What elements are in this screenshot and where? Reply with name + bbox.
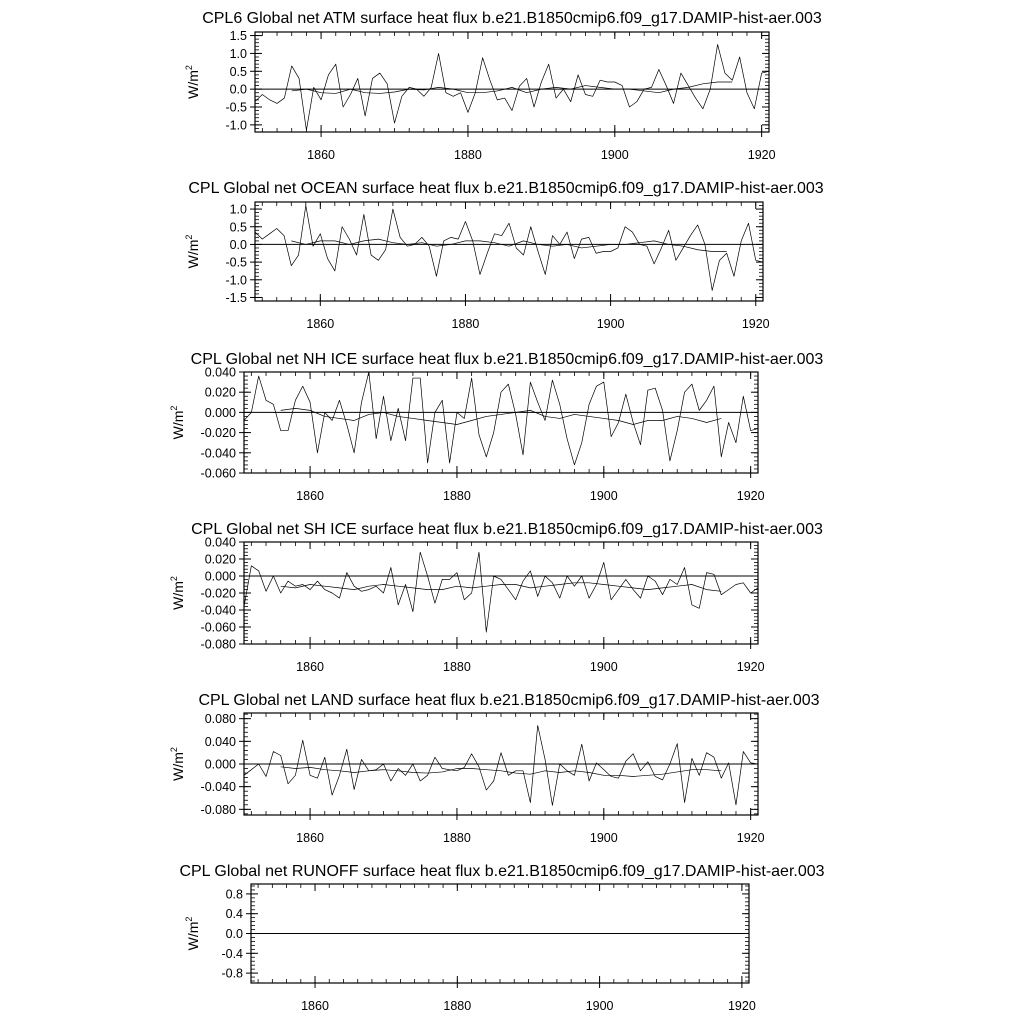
series-smoothed-line (291, 239, 726, 251)
y-axis-label-text: W/m (170, 581, 186, 610)
y-axis-label-superscript: 2 (184, 65, 194, 71)
y-tick-label: 0.020 (204, 552, 236, 567)
y-axis-label-text: W/m (170, 410, 186, 440)
y-tick-label: -0.040 (200, 603, 236, 618)
series-smoothed-line (281, 583, 722, 592)
y-tick-label: 0.000 (204, 569, 236, 584)
x-tick-label: 1920 (741, 317, 770, 331)
y-tick-label: -0.020 (200, 426, 236, 441)
plot-frame (244, 372, 758, 473)
x-tick-label: 1860 (296, 660, 324, 674)
panel-title: CPL Global net SH ICE surface heat flux b.e21.B1850cmip6.f09_g17.DAMIP-hist-aer.003 (191, 521, 823, 538)
y-tick-label: -0.5 (225, 255, 247, 270)
y-tick-label: 1.5 (229, 29, 247, 44)
panel-title: CPL Global net LAND surface heat flux b.e21.B1850cmip6.f09_g17.DAMIP-hist-aer.003 (198, 692, 820, 709)
x-tick-label: 1880 (454, 148, 482, 162)
panel-title: CPL Global net RUNOFF surface heat flux b.e21.B1850cmip6.f09_g17.DAMIP-hist-aer.003 (179, 863, 825, 880)
y-tick-label: -0.040 (200, 780, 236, 795)
y-tick-label: 0.0 (225, 927, 243, 941)
y-axis-label-text: W/m (185, 921, 201, 951)
x-tick-label: 1920 (736, 660, 765, 674)
y-tick-label: -0.060 (200, 620, 236, 635)
x-tick-label: 1860 (296, 831, 324, 845)
y-axis-label-text: W/m (185, 70, 201, 99)
y-tick-label: 1.0 (229, 202, 247, 217)
panel-title: CPL Global net OCEAN surface heat flux b.e21.B1850cmip6.f09_g17.DAMIP-hist-aer.003 (188, 180, 824, 197)
panel-5 (169, 692, 820, 845)
panel-6 (179, 863, 824, 1013)
x-tick-label: 1860 (306, 317, 335, 331)
x-tick-label: 1880 (443, 660, 471, 674)
plot-frame (244, 542, 758, 644)
x-tick-label: 1900 (589, 831, 618, 845)
x-tick-label: 1860 (301, 999, 329, 1013)
y-axis-label (169, 747, 186, 781)
y-tick-label: 0.040 (204, 734, 236, 749)
y-tick-label: 0.4 (225, 907, 243, 922)
x-tick-label: 1900 (589, 660, 618, 674)
x-tick-label: 1880 (451, 317, 480, 331)
y-tick-label: 0.0 (229, 237, 247, 252)
y-tick-label: 0.020 (204, 385, 236, 400)
x-tick-label: 1920 (736, 489, 765, 503)
y-tick-label: -0.060 (200, 466, 236, 481)
y-tick-label: -0.8 (221, 966, 243, 981)
y-tick-label: 0.080 (204, 712, 236, 727)
y-tick-label: -0.080 (200, 637, 236, 652)
x-tick-label: 1900 (600, 148, 629, 162)
y-tick-label: -0.040 (200, 446, 236, 461)
y-tick-label: 0.8 (225, 887, 243, 902)
series-annual-line (255, 206, 763, 291)
y-tick-label: 0.0 (229, 82, 247, 97)
y-tick-label: -0.020 (200, 586, 236, 601)
y-axis-label-superscript: 2 (184, 916, 194, 922)
series-smoothed-line (281, 408, 722, 424)
y-tick-label: -0.4 (221, 946, 243, 961)
y-tick-label: 0.000 (204, 405, 236, 420)
series-annual-line (244, 372, 758, 465)
panel-title: CPL Global net NH ICE surface heat flux b.e21.B1850cmip6.f09_g17.DAMIP-hist-aer.003 (190, 351, 824, 368)
x-tick-label: 1900 (585, 999, 614, 1013)
x-tick-label: 1900 (596, 317, 625, 331)
series-smoothed-line (292, 82, 733, 93)
plot-frame (255, 202, 763, 301)
x-tick-label: 1880 (443, 489, 471, 503)
y-axis-label (169, 576, 186, 610)
y-axis-label-superscript: 2 (169, 747, 179, 753)
panel-4 (169, 521, 823, 674)
y-tick-label: 0.5 (229, 220, 247, 235)
x-tick-label: 1920 (727, 999, 756, 1013)
y-axis-label-text: W/m (185, 239, 201, 269)
y-tick-label: -1.0 (225, 273, 247, 288)
y-axis-label (169, 406, 186, 440)
series-annual-line (244, 725, 758, 805)
y-tick-label: 0.000 (204, 757, 236, 772)
y-tick-label: -1.0 (225, 118, 247, 133)
x-tick-label: 1860 (307, 148, 335, 162)
x-tick-label: 1920 (736, 831, 765, 845)
y-axis-label-superscript: 2 (169, 405, 179, 411)
series-smoothed-line (281, 767, 722, 777)
y-axis-label-superscript: 2 (184, 234, 194, 240)
y-axis-label (184, 917, 201, 951)
y-tick-label: -0.080 (200, 802, 236, 817)
y-tick-label: 0.5 (229, 64, 247, 79)
panel-title: CPL6 Global net ATM surface heat flux b.e21.B1850cmip6.f09_g17.DAMIP-hist-aer.003 (202, 10, 822, 27)
y-tick-label: -1.5 (225, 290, 247, 305)
x-tick-label: 1900 (589, 489, 618, 503)
y-tick-label: 1.0 (229, 46, 247, 61)
plot-frame (255, 32, 769, 132)
x-tick-label: 1920 (747, 148, 776, 162)
x-tick-label: 1880 (443, 999, 472, 1013)
panel-3 (169, 351, 823, 503)
panel-2 (184, 180, 824, 331)
y-axis-label (184, 235, 201, 269)
y-tick-label: -0.5 (225, 100, 247, 115)
y-axis-label-superscript: 2 (169, 576, 179, 582)
x-tick-label: 1860 (296, 489, 324, 503)
panel-1 (184, 10, 822, 162)
y-axis-label (184, 65, 201, 99)
y-tick-label: 0.040 (204, 535, 236, 550)
y-tick-label: 0.040 (204, 365, 236, 380)
y-axis-label-text: W/m (170, 752, 186, 781)
x-tick-label: 1880 (443, 831, 471, 845)
series-annual-line (244, 552, 758, 632)
